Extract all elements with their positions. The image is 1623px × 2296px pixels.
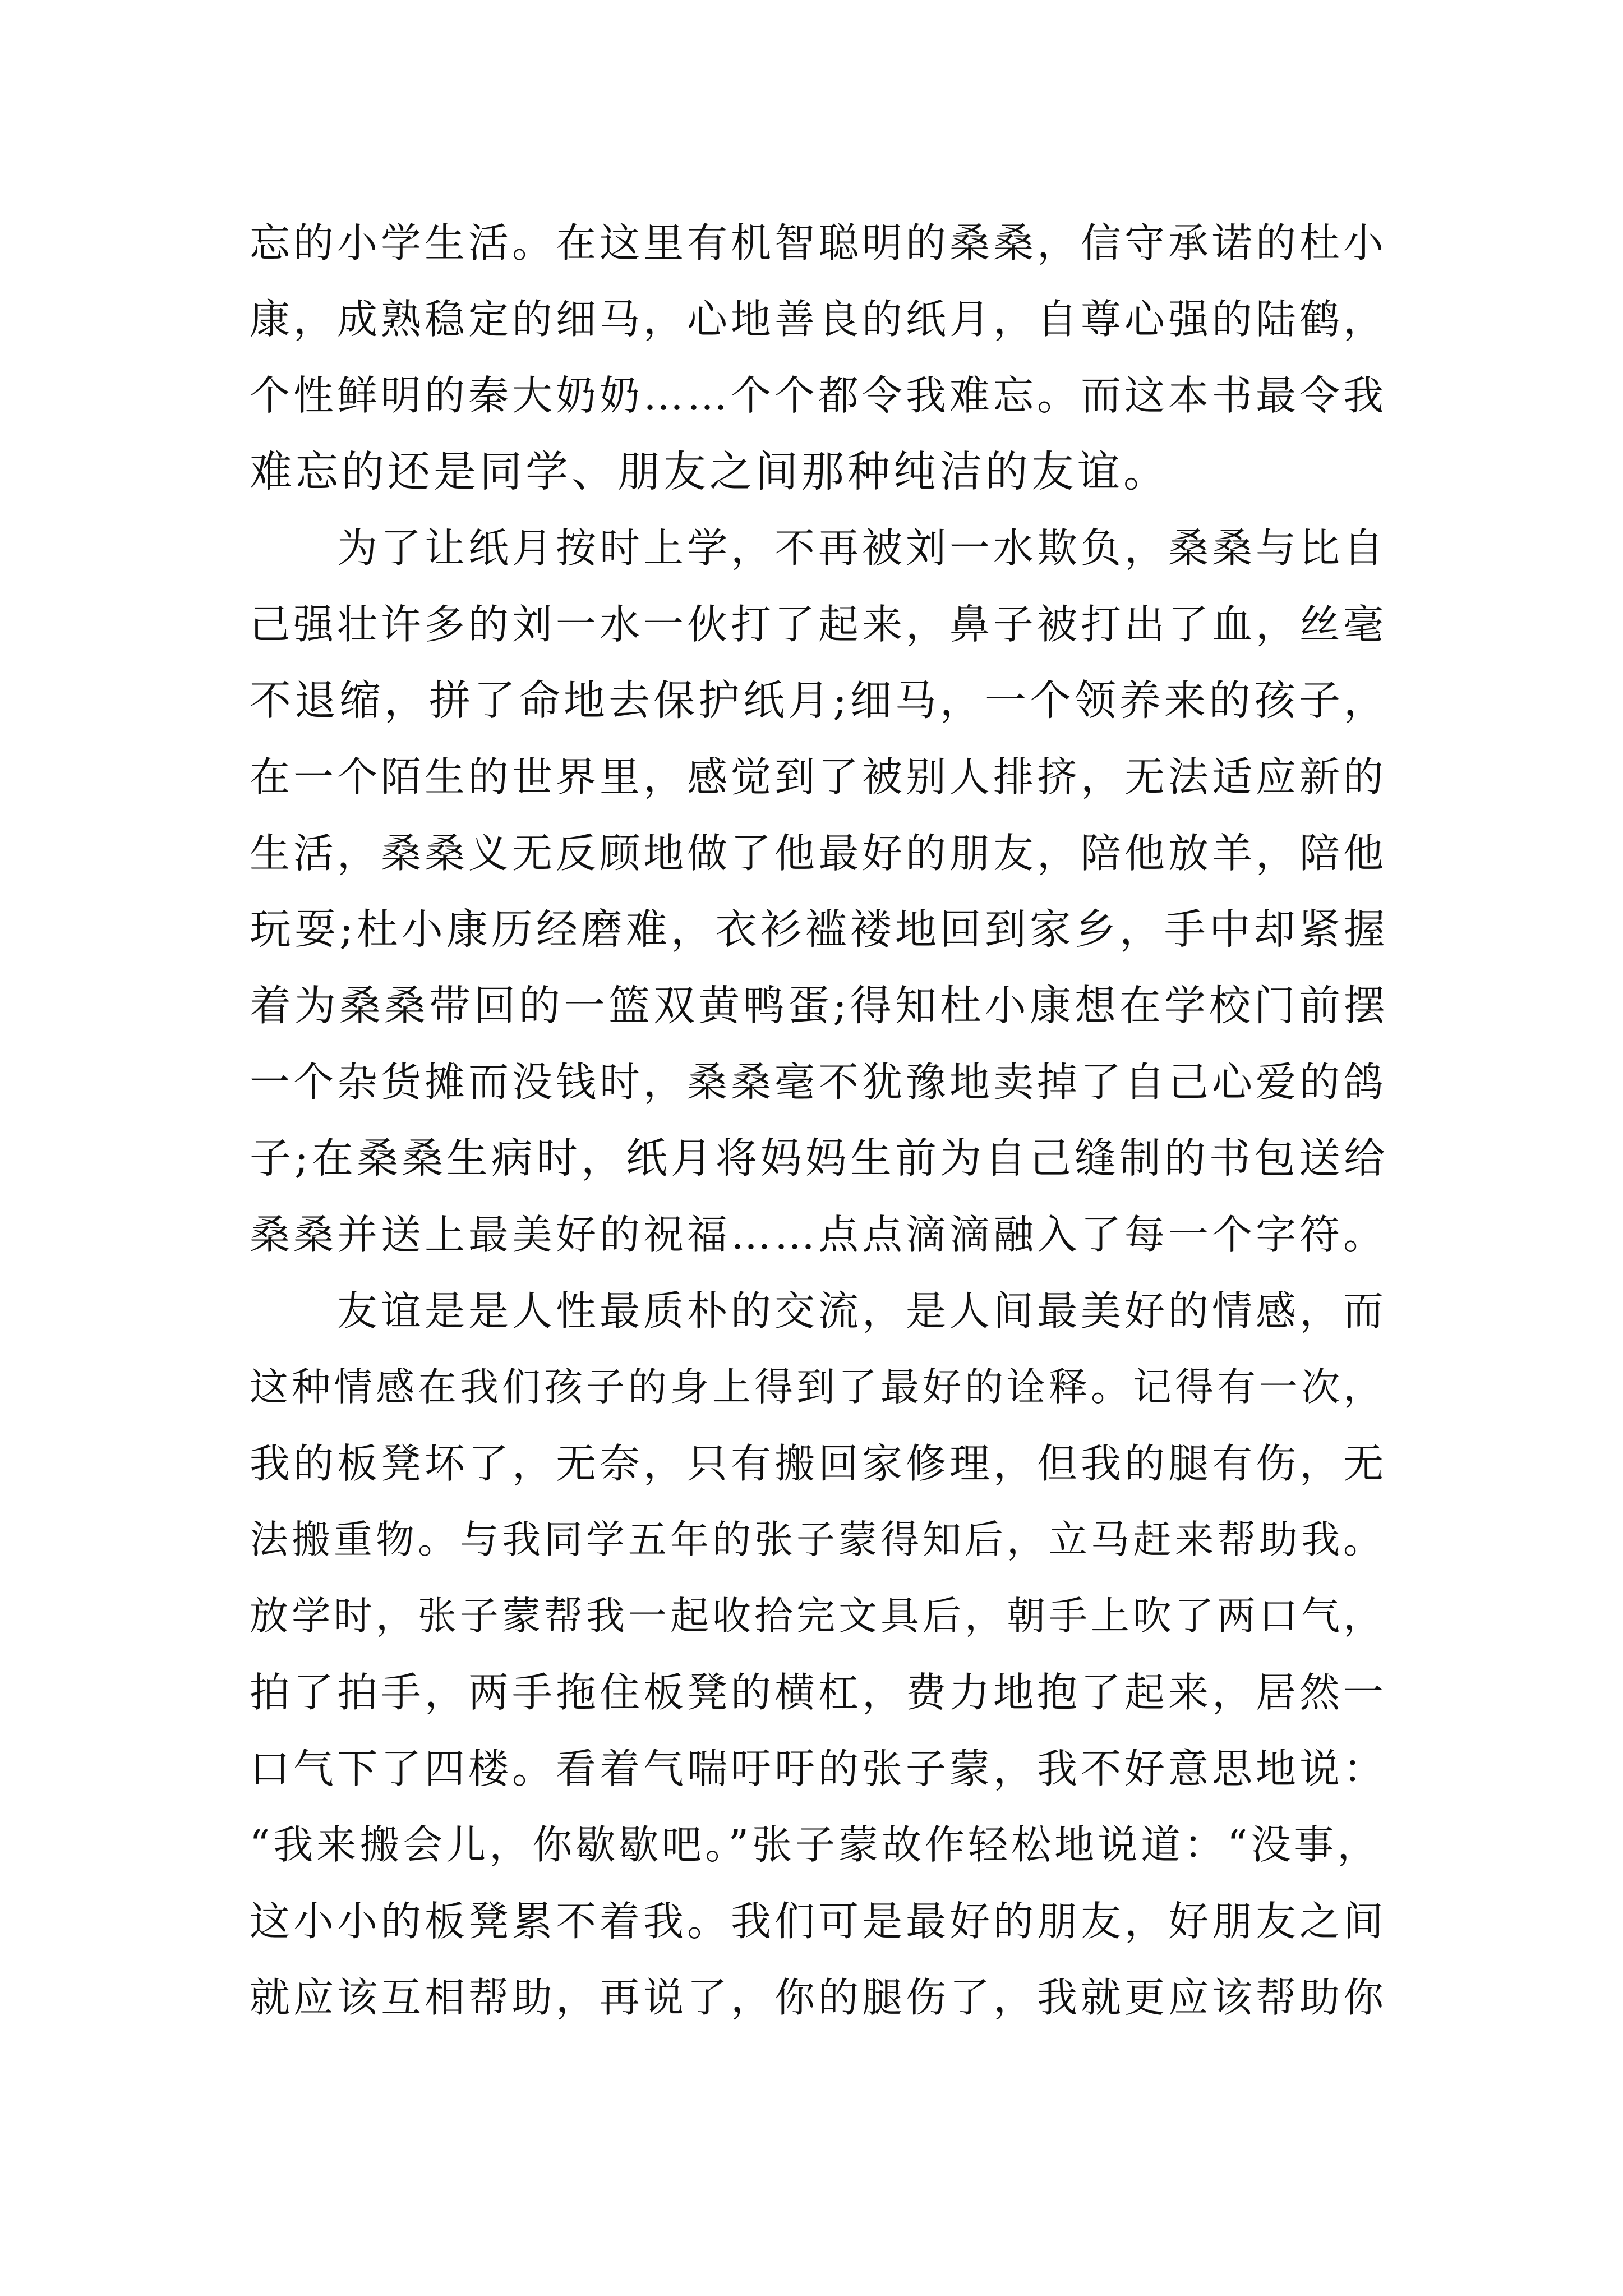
text-line: 忘的小学生活。在这里有机智聪明的桑桑，信守承诺的杜小 bbox=[250, 219, 1387, 266]
text-line: 法搬重物。与我同学五年的张子蒙得知后，立马赶来帮助我。 bbox=[250, 1517, 1385, 1562]
text-line: 个性鲜明的秦大奶奶……个个都令我难忘。而这本书最令我 bbox=[250, 372, 1387, 419]
text-line: 生活，桑桑义无反顾地做了他最好的朋友，陪他放羊，陪他 bbox=[250, 830, 1387, 877]
text-line: 不退缩，拼了命地去保护纸月;细马，一个领养来的孩子， bbox=[250, 677, 1389, 725]
text-line: 放学时，张子蒙帮我一起收拾完文具后，朝手上吹了两口气， bbox=[250, 1594, 1385, 1639]
text-line: 为了让纸月按时上学，不再被刘一水欺负，桑桑与比自 bbox=[250, 524, 1387, 572]
text-line: 一个杂货摊而没钱时，桑桑毫不犹豫地卖掉了自己心爱的鸽 bbox=[250, 1059, 1387, 1106]
text-line: 子;在桑桑生病时，纸月将妈妈生前为自己缝制的书包送给 bbox=[250, 1134, 1389, 1182]
text-line: “我来搬会儿，你歇歇吧。”张子蒙故作轻松地说道：“没事， bbox=[250, 1821, 1381, 1868]
text-line: 着为桑桑带回的一篮双黄鸭蛋;得知杜小康想在学校门前摆 bbox=[250, 982, 1389, 1030]
text-line: 我的板凳坏了，无奈，只有搬回家修理，但我的腿有伤，无 bbox=[250, 1440, 1387, 1487]
text-line: 拍了拍手，两手拖住板凳的横杠，费力地抱了起来，居然一 bbox=[250, 1669, 1387, 1716]
text-line: 这种情感在我们孩子的身上得到了最好的诠释。记得有一次， bbox=[250, 1365, 1385, 1410]
text-line: 难忘的还是同学、朋友之间那种纯洁的友谊。 bbox=[250, 447, 1169, 496]
text-line: 桑桑并送上最美好的祝福……点点滴滴融入了每一个字符。 bbox=[250, 1211, 1387, 1258]
text-line: 康，成熟稳定的细马，心地善良的纸月，自尊心强的陆鹤， bbox=[250, 296, 1387, 343]
text-line: 在一个陌生的世界里，感觉到了被别人排挤，无法适应新的 bbox=[250, 753, 1387, 800]
text-line: 友谊是是人性最质朴的交流，是人间最美好的情感，而 bbox=[250, 1287, 1387, 1335]
text-line: 玩耍;杜小康历经磨难，衣衫褴褛地回到家乡，手中却紧握 bbox=[250, 905, 1389, 954]
text-line: 口气下了四楼。看着气喘吁吁的张子蒙，我不好意思地说： bbox=[250, 1745, 1387, 1792]
text-line: 己强壮许多的刘一水一伙打了起来，鼻子被打出了血，丝毫 bbox=[250, 601, 1387, 648]
body-text bbox=[250, 205, 1389, 2036]
text-line: 就应该互相帮助，再说了，你的腿伤了，我就更应该帮助你 bbox=[250, 1974, 1387, 2021]
text-line: 这小小的板凳累不着我。我们可是最好的朋友，好朋友之间 bbox=[250, 1898, 1387, 1945]
